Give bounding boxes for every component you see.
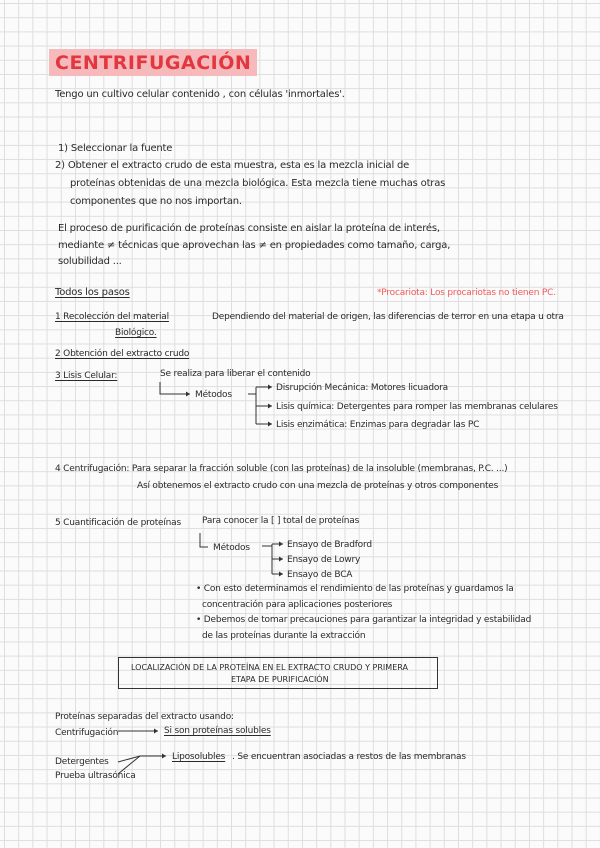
- bottom-line-1: Proteínas separadas del extracto usando:: [55, 712, 234, 722]
- bottom-liposolubles-text: . Se encuentran asociadas a restos de las membranas: [232, 752, 466, 762]
- arrowhead-7: [279, 572, 283, 577]
- paragraph-line-2: mediante ≠ técnicas que aprovechan las ≠ en propiedades como tamaño, carga,: [58, 240, 451, 251]
- item-3-method-2: Lisis química: Detergentes para romper las membranas celulares: [276, 402, 558, 412]
- arrowhead-2: [268, 385, 272, 390]
- bottom-centrifugacion: Centrifugación: [55, 728, 119, 738]
- item-3-text: Se realiza para liberar el contenido: [160, 369, 311, 379]
- item-5-bullet-2-line-2: de las proteínas durante la extracción: [202, 631, 366, 641]
- arrow-detergentes: [118, 756, 166, 762]
- bottom-detergentes: Detergentes: [55, 757, 109, 767]
- arrowhead-1: [186, 392, 190, 397]
- item-5-bullet-1-line-2: concentración para aplicaciones posteriores: [202, 600, 393, 610]
- heading-todos-pasos: Todos los pasos: [55, 287, 130, 298]
- bottom-prueba-ultrasonica: Prueba ultrasónica: [55, 771, 136, 781]
- item-3-metodos: Métodos: [195, 390, 232, 400]
- arrowhead-6: [279, 557, 283, 562]
- step-2-line-3: componentes que no nos importan.: [70, 196, 242, 207]
- item-5-label: 5 Cuantificación de proteínas: [55, 518, 181, 528]
- step-2-line-2: proteínas obtenidas de una mezcla biológica. Esta mezcla tiene muchas otras: [70, 178, 446, 189]
- item-3-method-3: Lisis enzimática: Enzimas para degradar las PC: [276, 420, 480, 430]
- note-procariota: *Procariota: Los procariotas no tienen PC.: [377, 288, 556, 298]
- item-1-label-2: Biológico.: [115, 328, 157, 338]
- arrowhead-4: [268, 422, 272, 427]
- item-4-line-2: Así obtenemos el extracto crudo con una mezcla de proteínas y otros componentes: [137, 481, 499, 491]
- paragraph-line-1: El proceso de purificación de proteínas consiste en aislar la proteína de interés,: [58, 223, 440, 234]
- item-5-metodos: Métodos: [213, 543, 250, 553]
- paragraph-line-3: solubilidad ...: [58, 256, 122, 267]
- arrowhead-3: [268, 404, 272, 409]
- item-2: 2 Obtención del extracto crudo: [55, 349, 190, 359]
- intro-text: Tengo un cultivo celular contenido , con células 'inmortales'.: [55, 89, 345, 100]
- item-1-text: Dependiendo del material de origen, las diferencias de terror en una etapa u otra: [212, 312, 564, 322]
- step-1: 1) Seleccionar la fuente: [58, 143, 173, 154]
- item-5-method-2: Ensayo de Lowry: [287, 555, 361, 565]
- arrow-item5-main: [200, 533, 208, 547]
- item-5-bullet-2-line-1: • Debemos de tomar precauciones para garantizar la integridad y estabilidad: [196, 615, 532, 625]
- item-1-label: 1 Recolección del material: [55, 312, 169, 322]
- bottom-centrifugacion-result: Si son proteínas solubles: [164, 726, 271, 736]
- arrowhead-8: [154, 729, 158, 734]
- step-2-line-1: 2) Obtener el extracto crudo de esta muestra, esta es la mezcla inicial de: [55, 160, 410, 171]
- item-3-method-1: Disrupción Mecánica: Motores licuadora: [276, 383, 448, 393]
- item-5-bullet-1-line-1: • Con esto determinamos el rendimiento de las proteínas y guardamos la: [196, 584, 514, 594]
- item-5-text: Para conocer la [ ] total de proteínas: [202, 516, 360, 526]
- box-line-1: LOCALIZACIÓN DE LA PROTEÍNA EN EL EXTRACTO CRUDO Y PRIMERA: [131, 663, 408, 672]
- item-5-method-1: Ensayo de Bradford: [287, 540, 372, 550]
- box-line-2: ETAPA DE PURIFICACIÓN: [231, 675, 329, 684]
- page-title: CENTRIFUGACIÓN: [49, 49, 257, 76]
- item-3-label: 3 Lisis Celular:: [55, 371, 118, 381]
- item-5-method-3: Ensayo de BCA: [287, 570, 353, 580]
- arrowhead-9: [162, 754, 166, 759]
- item-4-line-1: 4 Centrifugación: Para separar la fracción soluble (con las proteínas) de la insoluble (membranas, P.C. ...): [55, 464, 508, 474]
- bottom-liposolubles: Liposolubles: [172, 752, 226, 762]
- arrowhead-5: [279, 542, 283, 547]
- arrow-item3-main: [160, 382, 190, 394]
